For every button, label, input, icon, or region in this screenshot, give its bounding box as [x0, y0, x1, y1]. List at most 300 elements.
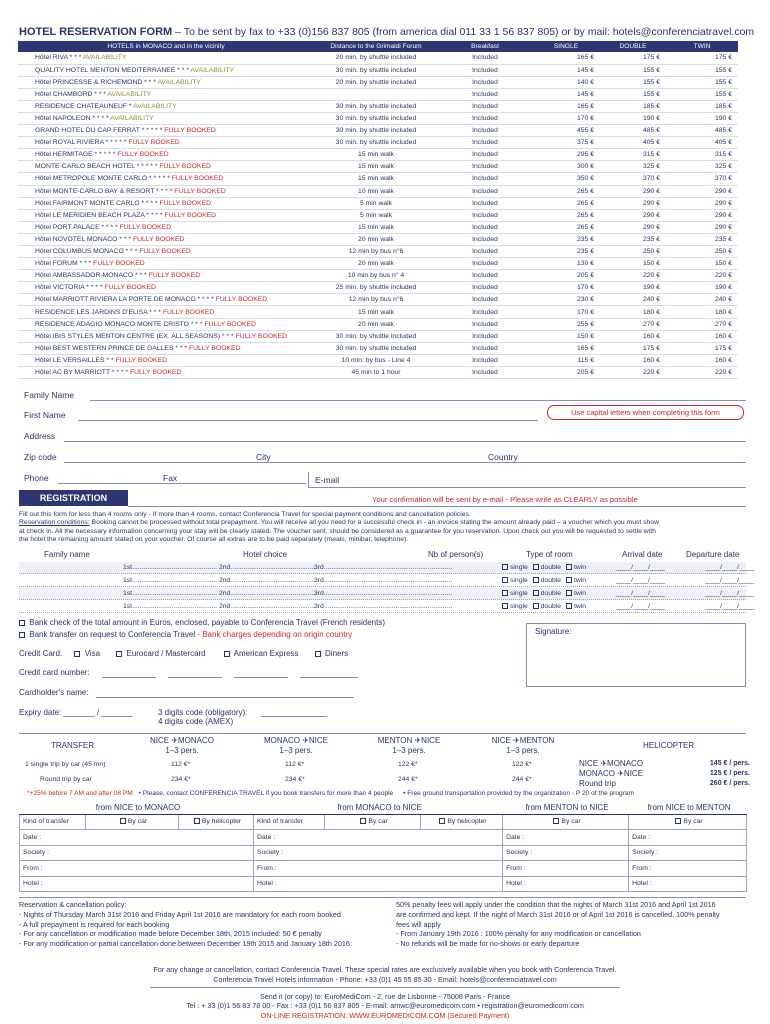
single-trip-price: 112 €* — [171, 761, 191, 768]
double-price: 220 € — [600, 366, 666, 378]
twin-price: 405 € — [666, 137, 738, 149]
breakfast: Included — [438, 209, 532, 221]
breakfast: Included — [438, 354, 532, 366]
distance: 45 min to 1 hour — [314, 366, 438, 378]
mastercard-option[interactable]: Eurocard / Mastercard — [116, 649, 205, 658]
hotel-table — [18, 41, 738, 379]
hotel-name: GRAND HOTEL DU CAP FERRAT * * * * * — [35, 127, 163, 135]
double-price: 370 € — [600, 173, 666, 185]
twin-price: 155 € — [666, 64, 738, 76]
distance: 30 min. by shuttle included — [314, 64, 438, 76]
hotel-row — [18, 342, 738, 354]
double-price: 160 € — [600, 354, 666, 366]
single-price: 170 € — [532, 282, 600, 294]
twin-price: 290 € — [666, 221, 738, 233]
hotel-row — [18, 197, 738, 209]
transfer-route: NICE ✈MENTON 1–3 pers. — [491, 736, 555, 755]
helicopter-price: 260 € / pers. — [709, 780, 750, 787]
transfer-booking-grid — [19, 801, 747, 892]
arrival-date[interactable]: ____/____/____ — [616, 577, 666, 584]
by-car-option[interactable]: By car — [325, 814, 421, 830]
kind-label: Kind of transfer — [254, 814, 325, 830]
visa-option[interactable]: Visa — [74, 649, 100, 658]
hotel-name: Hôtel METROPOLE MONTE CARLO * * * * * — [35, 175, 170, 183]
round-trip-price: 234 €* — [171, 776, 191, 783]
breakfast: Included — [438, 342, 532, 354]
hotel-name: Hôtel COLUMBUS MONACO * * * — [35, 248, 138, 256]
room-row[interactable] — [19, 588, 755, 600]
date-field[interactable]: Date : — [254, 830, 503, 846]
twin-price: 235 € — [666, 233, 738, 245]
online-registration-link[interactable]: ON-LINE REGISTRATION: WWW.EUROMEDICOM.COM (Secured Payment) — [260, 1010, 510, 1020]
transfer-note-contact: • Please, contact CONFERENCIA TRAVEL if you book transfers for more than 4 people — [138, 790, 394, 797]
hotel-field[interactable]: Hotel : — [503, 876, 629, 892]
column-header: SINGLE — [532, 41, 600, 52]
by-car-option[interactable]: By car — [503, 814, 629, 830]
double-price: 155 € — [600, 88, 666, 100]
availability-status: AVAILABILITY — [190, 66, 235, 74]
cardholder-label: Cardholder's name: — [19, 688, 89, 697]
helicopter-title: HELICOPTER — [643, 741, 695, 750]
breakfast: Included — [438, 306, 532, 318]
double-price: 290 € — [600, 185, 666, 197]
round-trip-price: 244 €* — [512, 776, 532, 783]
twin-price: 160 € — [666, 354, 738, 366]
twin-price: 180 € — [666, 306, 738, 318]
route-monaco-nice: from MONACO to NICE — [254, 801, 503, 814]
hotel-name: RESIDENCE CHATEAUNEUF * — [35, 102, 132, 110]
twin-price: 175 € — [666, 52, 738, 64]
hotel-row — [18, 366, 738, 378]
breakfast: Included — [438, 282, 532, 294]
col-persons: Nb of person(s) — [428, 550, 484, 559]
hotel-row — [18, 88, 738, 100]
code-label: 3 digits code (obligatory): — [158, 708, 248, 717]
choice-1[interactable]: 1st............................................. — [123, 577, 218, 584]
availability-status: AVAILABILITY — [110, 115, 154, 123]
bank-transfer-option[interactable]: Bank transfer on request to Conferencia Travel - Bank charges depending on origin country — [19, 630, 352, 639]
hotel-row — [18, 161, 738, 173]
distance — [314, 88, 438, 100]
availability-status: FULLY BOOKED — [128, 139, 180, 147]
transfer-note-time: *+25% before 7 AM and after 08 PM — [27, 790, 133, 797]
from-field[interactable]: From : — [20, 861, 254, 877]
single-price: 165 € — [532, 52, 600, 64]
choice-3[interactable]: 3rd.................................................................... — [314, 603, 453, 610]
family-name-label: Family Name — [24, 390, 75, 400]
hotel-row — [18, 149, 738, 161]
hotel-name: Hôtel NAPOLEON * * * * — [35, 115, 109, 123]
column-header: Distance to the Grimaldi Forum — [314, 41, 438, 52]
twin-price: 160 € — [666, 330, 738, 342]
hotel-row — [18, 330, 738, 342]
twin-price: 150 € — [666, 258, 738, 270]
breakfast: Included — [438, 149, 532, 161]
first-name-field[interactable] — [78, 420, 538, 421]
twin-price: 315 € — [666, 149, 738, 161]
helicopter-price: 125 € / pers. — [709, 770, 750, 777]
arrival-date[interactable]: ____/____/____ — [616, 564, 666, 571]
double-price: 150 € — [600, 258, 666, 270]
cc-number-field[interactable] — [102, 677, 358, 678]
single-price: 235 € — [532, 233, 600, 245]
twin-price: 290 € — [666, 197, 738, 209]
route-menton-nice: from MENTON to NICE — [503, 801, 629, 814]
departure-date[interactable]: ____/____/____ — [705, 603, 755, 610]
footer-info: For any change or cancellation, contact Conferencia Travel. These special rates are exclusively available when you book with Conferencia Travel. Conferencia Travel Hotels information - Phone: +33 (0)1 45 55 85 30 - Email: hotels@conferenciatravel.com — [153, 965, 617, 984]
single-price: 265 € — [532, 221, 600, 233]
hotel-name: Hôtel ROYAL RIVIERA * * * * * — [35, 139, 127, 147]
availability-status: AVAILABILITY — [157, 78, 201, 86]
col-family-name: Family name — [44, 550, 90, 559]
cardholder-field[interactable] — [96, 697, 354, 698]
hotel-row — [18, 282, 738, 294]
round-trip-price: 244 €* — [398, 776, 418, 783]
availability-status: FULLY BOOKED — [117, 151, 169, 159]
distance: 20 min walk — [314, 318, 438, 330]
breakfast: Included — [438, 366, 532, 378]
availability-status: AVAILABILITY — [107, 90, 152, 98]
availability-status: FULLY BOOKED — [104, 284, 156, 292]
availability-status: FULLY BOOKED — [119, 223, 172, 231]
choice-2[interactable]: 2nd............................................. — [219, 590, 316, 597]
transfer-route: MONACO ✈NICE 1–3 pers. — [263, 736, 329, 755]
round-trip-label: Round trip by car — [40, 776, 92, 783]
single-price: 130 € — [532, 258, 600, 270]
breakfast: Included — [438, 270, 532, 282]
helicopter-route: Round trip — [579, 779, 616, 788]
availability-status: FULLY BOOKED — [162, 308, 215, 316]
single-price: 150 € — [532, 330, 600, 342]
hotel-name: Hôtel FAIRMONT MONTE CARLO * * * * — [35, 199, 158, 207]
distance: 20 min. by shuttle included — [314, 76, 438, 88]
breakfast: Included — [438, 233, 532, 245]
availability-status: FULLY BOOKED — [204, 320, 256, 328]
breakfast: Included — [438, 185, 532, 197]
hotel-name: Hôtel PRINCESSE & RICHEMOND * * * — [35, 78, 156, 86]
hotel-name: Hôtel BEST WESTERN PRINCE DE GALLES * * * — [35, 344, 188, 352]
hotel-row — [18, 221, 738, 233]
single-price: 140 € — [532, 76, 600, 88]
hotel-name: MONTE-CARLO BEACH HOTEL * * * * * — [35, 163, 158, 171]
breakfast: Included — [438, 112, 532, 124]
hotel-field[interactable]: Hotel : — [629, 876, 747, 892]
twin-price: 290 € — [666, 185, 738, 197]
double-price: 220 € — [600, 270, 666, 282]
footer-contact: Send it (or copy) to: EuroMediCom - 2, rue de Lisbonne - 75008 Paris - France Tel : + 33 (0)1 56 83 78 00 - Fax : +33 (0)1 56 837 805 - E-mail: amwc@euromedicom.com • registration@euromedicom.com ON-LINE REGISTRATION: WWW.EUROMEDICOM.COM (Secured Payment) — [0, 992, 770, 1020]
hotel-row — [18, 294, 738, 306]
code-field[interactable] — [261, 716, 327, 717]
bank-check-option[interactable]: Bank check of the total amount in Euros, enclosed, payable to Conferencia Travel (French residents) — [19, 618, 385, 627]
city-label: City — [256, 452, 271, 462]
availability-status: FULLY BOOKED — [139, 248, 191, 256]
society-field[interactable]: Society : — [254, 845, 503, 861]
hotel-name: Hôtel MONTE-CARLO BAY & RESORT * * * * — [35, 187, 173, 195]
single-price: 265 € — [532, 197, 600, 209]
twin-price: 190 € — [666, 282, 738, 294]
distance: 15 min walk — [314, 221, 438, 233]
route-nice-menton: from NICE to MENTON — [629, 801, 747, 814]
twin-price: 290 € — [666, 209, 738, 221]
availability-status: AVAILABILITY — [133, 102, 177, 110]
hotel-name: Hôtel CHAMBORD * * * — [35, 90, 107, 98]
helicopter-price: 145 € / pers. — [709, 760, 750, 767]
double-price: 190 € — [600, 112, 666, 124]
phone-label: Phone — [24, 473, 49, 483]
double-price: 190 € — [600, 282, 666, 294]
distance: 15 min walk — [314, 149, 438, 161]
hotel-row — [18, 209, 738, 221]
single-price: 265 € — [532, 185, 600, 197]
double-price: 290 € — [600, 209, 666, 221]
hotel-row — [18, 354, 738, 366]
single-trip-label: 1 single trip by car (45 mn) — [25, 761, 106, 768]
column-header: HOTELS in MONACO and in the vicinity — [18, 41, 314, 52]
distance: 15 min walk — [314, 173, 438, 185]
single-price: 165 € — [532, 342, 600, 354]
hotel-name: Hôtel AC BY MARRIOTT * * * * — [35, 368, 129, 376]
breakfast: Included — [438, 173, 532, 185]
single-price: 170 € — [532, 306, 600, 318]
from-field[interactable]: From : — [629, 861, 747, 877]
availability-status: FULLY BOOKED — [171, 175, 224, 183]
distance: 20 min. by shuttle included — [314, 52, 438, 64]
choice-3[interactable]: 3rd.................................................................... — [314, 577, 453, 584]
arrival-date[interactable]: ____/____/____ — [616, 603, 666, 610]
column-header: Breakfast — [438, 41, 532, 52]
twin-price: 155 € — [666, 76, 738, 88]
single-price: 235 € — [532, 246, 600, 258]
double-price: 235 € — [600, 233, 666, 245]
room-type-options[interactable]: single double twin — [502, 577, 586, 585]
departure-date[interactable]: ____/____/____ — [705, 564, 755, 571]
double-price: 325 € — [600, 161, 666, 173]
single-price: 205 € — [532, 366, 600, 378]
page-title: HOTEL RESERVATION FORM – To be sent by fax to +33 (0)156 837 805 (from america dial 011 33 1 56 837 805) or by mail: hotels@conferenciatravel.com — [19, 26, 755, 38]
hotel-name: Hôtel FORUM * * * — [35, 260, 92, 268]
single-price: 375 € — [532, 137, 600, 149]
breakfast: Included — [438, 161, 532, 173]
by-helicopter-option[interactable]: By helicopter — [421, 814, 503, 830]
col-hotel-choice: Hotel choice — [243, 550, 288, 559]
twin-price: 220 € — [666, 270, 738, 282]
hotel-row — [18, 270, 738, 282]
distance: 12 min by bus n°6 — [314, 246, 438, 258]
availability-status: FULLY BOOKED — [235, 332, 288, 340]
twin-price: 185 € — [666, 100, 738, 112]
signature-box[interactable] — [526, 623, 746, 687]
cancellation-policy-right: 50% penalty fees will apply under the condition that the nights of March 31st 2016 and April 1st 2016 are confirmed and kept. If the night of March 31st 2016 or of April 1st 2016 is cancelled, 100% penalty fees will apply - From January 19th 2016 : 100% penalty for any modification or cancellation - No refunds will be made for no-shows or early departure — [396, 900, 720, 949]
arrival-date[interactable]: ____/____/____ — [616, 590, 666, 597]
hotel-name: Hôtel LE VERSAILLES * * — [35, 356, 114, 364]
route-nice-monaco: from NICE to MONACO — [20, 801, 254, 814]
hotel-field[interactable]: Hotel : — [254, 876, 503, 892]
breakfast: Included — [438, 294, 532, 306]
distance: 20 min walk — [314, 233, 438, 245]
choice-1[interactable]: 1st............................................. — [123, 590, 218, 597]
single-trip-price: 112 €* — [285, 761, 305, 768]
transfer-title: TRANSFER — [51, 741, 95, 750]
single-price: 145 € — [532, 88, 600, 100]
hotel-row — [18, 52, 738, 64]
distance: 30 min. by shuttle included — [314, 330, 438, 342]
double-price: 270 € — [600, 318, 666, 330]
divider — [128, 506, 746, 507]
double-price: 175 € — [600, 52, 666, 64]
availability-status: AVAILABILITY — [82, 54, 127, 62]
distance: 30 min. by shuttle included — [314, 112, 438, 124]
distance: 20 min walk — [314, 258, 438, 270]
departure-date[interactable]: ____/____/____ — [705, 590, 755, 597]
distance: 30 min. by shuttle included — [314, 125, 438, 137]
hotel-name: Hôtel NOVOTEL MONACO * * * — [35, 235, 132, 243]
double-price: 160 € — [600, 330, 666, 342]
availability-status: FULLY BOOKED — [148, 272, 201, 280]
double-price: 250 € — [600, 246, 666, 258]
twin-price: 250 € — [666, 246, 738, 258]
breakfast: Included — [438, 318, 532, 330]
distance: 30 min. by shuttle included — [314, 137, 438, 149]
choice-1[interactable]: 1st............................................. — [123, 564, 218, 571]
availability-status: FULLY BOOKED — [129, 368, 182, 376]
family-name-field[interactable] — [90, 400, 746, 401]
single-price: 230 € — [532, 294, 600, 306]
twin-price: 155 € — [666, 88, 738, 100]
room-type-options[interactable]: single double twin — [502, 564, 586, 572]
phone-fax-field[interactable] — [58, 483, 306, 484]
hotel-name: Hôtel VICTORIA * * * * — [35, 284, 103, 292]
single-price: 165 € — [532, 100, 600, 112]
double-price: 185 € — [600, 100, 666, 112]
breakfast: Included — [438, 258, 532, 270]
availability-status: FULLY BOOKED — [164, 211, 217, 219]
hotel-row — [18, 233, 738, 245]
breakfast: Included — [438, 330, 532, 342]
date-field[interactable]: Date : — [20, 830, 254, 846]
distance: 5 min walk — [314, 197, 438, 209]
availability-status: FULLY BOOKED — [159, 199, 212, 207]
helicopter-route: MONACO ✈NICE — [579, 769, 644, 778]
round-trip-price: 234 €* — [285, 776, 305, 783]
date-field[interactable]: Date : — [629, 830, 747, 846]
col-arrival: Arrival date — [622, 550, 663, 559]
hotel-field[interactable]: Hotel : — [20, 876, 254, 892]
capital-letters-note: Use capital letters when completing this form — [547, 405, 744, 420]
breakfast: Included — [438, 246, 532, 258]
double-price: 290 € — [600, 197, 666, 209]
availability-status: FULLY BOOKED — [115, 356, 167, 364]
hotel-name: Hôtel IBIS STYLES MENTON CENTRE (EX. ALL SEASONS) * * * — [35, 332, 234, 340]
email-field[interactable] — [308, 472, 746, 488]
distance: 10 min. by bus - Line 4 — [314, 354, 438, 366]
expiry-label: Expiry date: _______ / _______ — [19, 708, 133, 717]
availability-status: FULLY BOOKED — [174, 187, 226, 195]
diners-option[interactable]: Diners — [315, 649, 348, 658]
reservation-conditions: Fill out this form for less than 4 rooms only - If more than 4 rooms, contact Conferencia Travel for special payment conditions and cancellation policies. Reservation conditions: Booking cannot be processed without total prepayment. You will receive all you need for a successful check in - an invoice stating the amount already paid – a voucher which you must show at check in. All the necessary information concerning your stay will be clearly stated. The voucher sent, should be considered as a guarantee for you reservation. Upon check out you will be requested to settle with the hotel the remaining amount stated on your voucher. Of course all extras are to be paid separately (meals, minibar, telephone). — [19, 511, 660, 544]
from-field[interactable]: From : — [503, 861, 629, 877]
distance: 10 min by bus n° 4 — [314, 270, 438, 282]
hotel-row — [18, 185, 738, 197]
by-helicopter-option[interactable]: By helicopter — [179, 814, 254, 830]
double-price: 405 € — [600, 137, 666, 149]
hotel-row — [18, 100, 738, 112]
amex-option[interactable]: American Express — [224, 649, 299, 658]
room-type-options[interactable]: single double twin — [502, 603, 586, 611]
room-row[interactable] — [19, 601, 755, 613]
column-header: DOUBLE — [600, 41, 666, 52]
single-price: 205 € — [532, 270, 600, 282]
distance: 30 min. by shuttle included — [314, 342, 438, 354]
address-field[interactable] — [64, 441, 746, 442]
date-field[interactable]: Date : — [503, 830, 629, 846]
hotel-row — [18, 173, 738, 185]
double-price: 485 € — [600, 125, 666, 137]
hotel-row — [18, 137, 738, 149]
hotel-row — [18, 306, 738, 318]
hotel-row — [18, 64, 738, 76]
departure-date[interactable]: ____/____/____ — [705, 577, 755, 584]
divider — [19, 733, 746, 734]
double-price: 180 € — [600, 306, 666, 318]
choice-3[interactable]: 3rd.................................................................... — [314, 564, 453, 571]
hotel-name: QUALITY HOTEL MENTON MEDITERRANEE * * * — [35, 66, 189, 74]
double-price: 155 € — [600, 64, 666, 76]
choice-3[interactable]: 3rd.................................................................... — [314, 590, 453, 597]
hotel-name: Hôtel MARRIOTT RIVIERA LA PORTE DE MONACO * * * * — [35, 296, 214, 304]
double-price: 155 € — [600, 76, 666, 88]
single-price: 145 € — [532, 64, 600, 76]
availability-status: FULLY BOOKED — [159, 163, 211, 171]
single-price: 300 € — [532, 161, 600, 173]
divider — [150, 987, 620, 988]
choice-2[interactable]: 2nd............................................. — [219, 603, 316, 610]
twin-price: 240 € — [666, 294, 738, 306]
single-price: 455 € — [532, 125, 600, 137]
fax-label: Fax — [163, 473, 178, 483]
credit-card-row: Credit Card: Visa Eurocard / Mastercard American Express Diners — [19, 649, 349, 658]
hotel-row — [18, 112, 738, 124]
signature-label: Signature: — [535, 627, 572, 636]
single-trip-price: 122 €* — [512, 761, 532, 768]
hotel-name: RESIDENCE ADAGIO MONACO MONTE CRISTO * * * — [35, 320, 203, 328]
distance: 30 min. by shuttle included — [314, 100, 438, 112]
distance: 15 min walk — [314, 306, 438, 318]
availability-status: FULLY BOOKED — [188, 344, 241, 352]
society-field[interactable]: Society : — [629, 845, 747, 861]
choice-1[interactable]: 1st............................................. — [123, 603, 218, 610]
by-car-option[interactable]: By car — [629, 814, 747, 830]
breakfast: Included — [438, 64, 532, 76]
by-car-option[interactable]: By car — [86, 814, 179, 830]
single-price: 255 € — [532, 318, 600, 330]
choice-2[interactable]: 2nd............................................. — [219, 564, 316, 571]
hotel-row — [18, 258, 738, 270]
room-row[interactable] — [19, 562, 755, 574]
society-field[interactable]: Society : — [20, 845, 254, 861]
single-price: 350 € — [532, 173, 600, 185]
from-field[interactable]: From : — [254, 861, 503, 877]
breakfast: Included — [438, 221, 532, 233]
choice-2[interactable]: 2nd............................................. — [219, 577, 316, 584]
hotel-row — [18, 125, 738, 137]
breakfast: Included — [438, 88, 532, 100]
zip-city-country-field[interactable] — [64, 462, 746, 463]
room-row[interactable] — [19, 575, 755, 587]
transfer-route: MENTON ✈NICE 1–3 pers. — [377, 736, 441, 755]
twin-price: 220 € — [666, 366, 738, 378]
room-type-options[interactable]: single double twin — [502, 590, 586, 598]
society-field[interactable]: Society : — [503, 845, 629, 861]
